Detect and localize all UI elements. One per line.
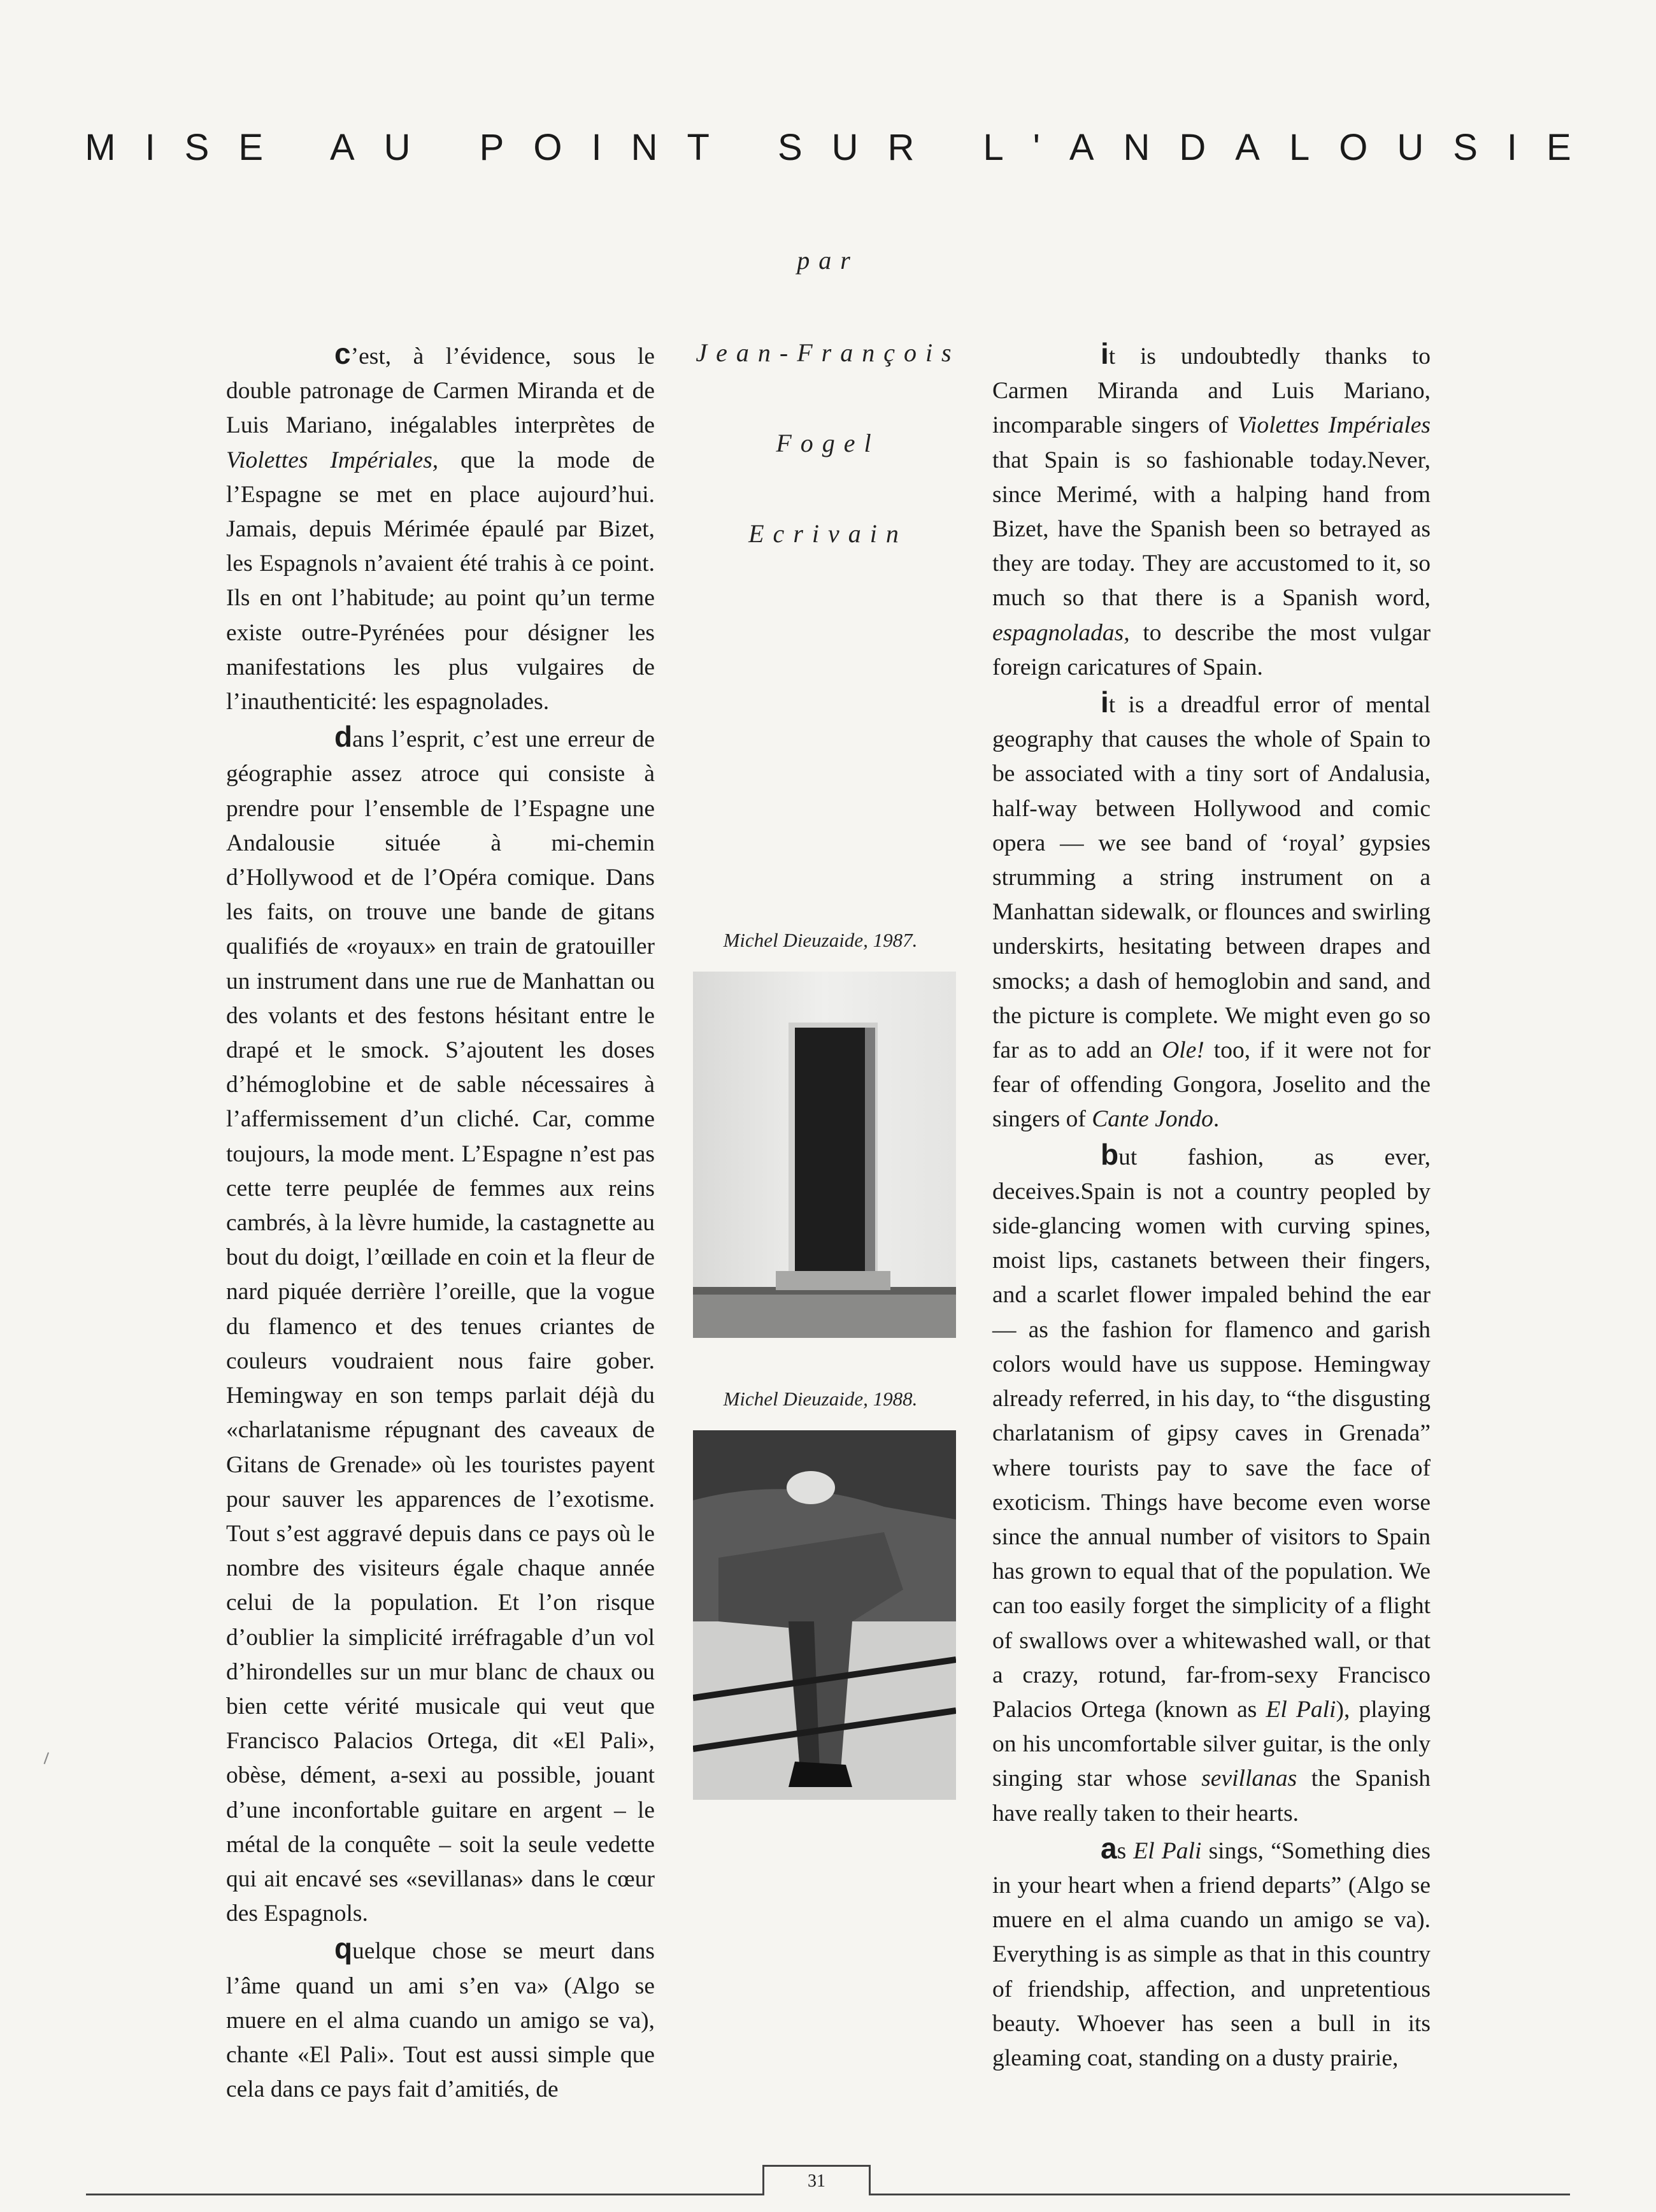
english-column — [992, 336, 1431, 2076]
article-title: MISE AU POINT SUR L'ANDALOUSIE — [85, 127, 1601, 168]
english-paragraph-1: it is undoubtedly thanks to Carmen Miranda and Luis Mariano, incomparable singers of Violettes Impériales that Spain is so fashionable today.Never, since Merimé, with a halping hand from Bizet, have the Spanish been so betrayed as they are today. They are accustomed to it, so much so that there is a Spanish word, espagnoladas, to describe the most vulgar foreign caricatures of Spain. — [992, 337, 1431, 680]
byline-par: par — [797, 246, 859, 275]
byline-author-last: Fogel — [776, 429, 880, 457]
pencil-mark-icon: ⸝ — [32, 1737, 56, 1769]
seated-man-photo — [693, 1430, 956, 1800]
french-paragraph-1: c’est, à l’évidence, sous le double patronage de Carmen Miranda et de Luis Mariano, inégalables interprètes de Violettes Impériales, que la mode de l’Espagne se met en place aujourd’hui. Jamais, depuis Mérimée épaulé par Bizet, les Espagnols n’avaient été trahis à ce point. Ils en ont l’habitude; au point qu’un terme existe outre-Pyrénées pour désigner les manifestations les plus vulgaires de l’inauthenticité: les espagnolades. — [226, 337, 655, 715]
photo-caption-1: Michel Dieuzaide, 1987. — [723, 929, 918, 951]
french-paragraph-2: dans l’esprit, c’est une erreur de géographie assez atroce qui consiste à prendre pour l’ensemble de l’Espagne une Andalousie située à mi-chemin d’Hollywood et de l’Opéra comique. Dans les faits, on trouve une bande de gitans qualifiés de «royaux» en train de gratouiller un instrument dans une rue de Manhattan ou des volants et des festons hésitant entre le drapé et le smock. S’ajoutent les doses d’hémoglobine et de sable nécessaires à l’affermissement d’un cliché. Car, comme toujours, la mode ment. L’Espagne n’est pas cette terre peuplée de femmes aux reins cambrés, à la lèvre humide, la castagnette au bout du doigt, l’œillade en coin et la fleur de nard piquée derrière l’oreille, que la vogue du flamenco et des tenues criantes de couleurs voudraient nous faire gober. Hemingway en son temps parlait déjà du «charlatanisme répugnant des caveaux de Gitans de Grenade» où les touristes payent pour sauver les apparences de l’exotisme. Tout s’est aggravé depuis dans ce pays où le nombre des visiteurs égale chaque année celui de la population. Et l’on risque d’oublier la simplicité irréfragable d’un vol d’hirondelles sur un mur blanc de chaux ou bien cette vérité musicale qui veut que Francisco Palacios Ortega, dit «El Pali», obèse, dément, a-sexi au possible, jouant d’une inconfortable guitare en argent – le métal de la conquête – soit la seule vedette qui ait encavé ses «sevillanas» dans le cœur des Espagnols. — [226, 720, 655, 1927]
english-paragraph-2: it is a dreadful error of mental geography that causes the whole of Spain to be associated with a tiny sort of Andalusia, half-way between Hollywood and comic opera — we see band of ‘royal’ gypsies strumming a string instrument on a Manhattan sidewalk, or flounces and swirling underskirts, hesitating between drapes and smocks; a dash of hemoglobin and sand, and the picture is complete. We might even go so far as to add an Ole! too, if it were not for fear of offending Gongora, Joselito and the singers of Cante Jondo. — [992, 686, 1431, 1133]
photo-caption-2: Michel Dieuzaide, 1988. — [723, 1388, 918, 1410]
byline-role: Ecrivain — [748, 519, 908, 548]
footer-rule-right — [869, 2194, 1570, 2195]
french-column — [226, 336, 655, 2107]
english-paragraph-4: as El Pali sings, “Something dies in your heart when a friend departs” (Algo se muere en el alma cuando un amigo se va). Everything is as simple as that in this country of friendship, affection, and unpretentious beauty. Whoever has seen a bull in its gleaming coat, standing on a dusty prairie, — [992, 1831, 1431, 2071]
doorway-photo — [693, 972, 956, 1338]
page-number: 31 — [762, 2165, 871, 2195]
english-paragraph-3: but fashion, as ever, deceives.Spain is not a country peopled by side-glancing women with curving spines, moist lips, castanets between their fingers, and a scarlet flower impaled behind the ear — as the fashion for flamenco and garish colors would have us suppose. Hemingway already referred, in his day, to “the disgusting charlatanism of gipsy caves in Grenada” where tourists pay to save the face of exoticism. Things have become even worse since the annual number of visitors to Spain has grown to equal that of the population. We can too easily forget the simplicity of a flight of swallows over a whitewashed wall, or that a crazy, rotund, far-from-sexy Francisco Palacios Ortega (known as El Pali), playing on his uncomfortable silver guitar, is the only singing star whose sevillanas the Spanish have really taken to their hearts. — [992, 1137, 1431, 1827]
footer-rule-left — [86, 2194, 764, 2195]
byline-author-first: Jean-François — [696, 338, 960, 367]
french-paragraph-3: quelque chose se meurt dans l’âme quand un ami s’en va» (Algo se muere en el alma cuando un amigo se va), chante «El Pali». Tout est aussi simple que cela dans ce pays fait d’amitiés, de — [226, 1932, 655, 2103]
